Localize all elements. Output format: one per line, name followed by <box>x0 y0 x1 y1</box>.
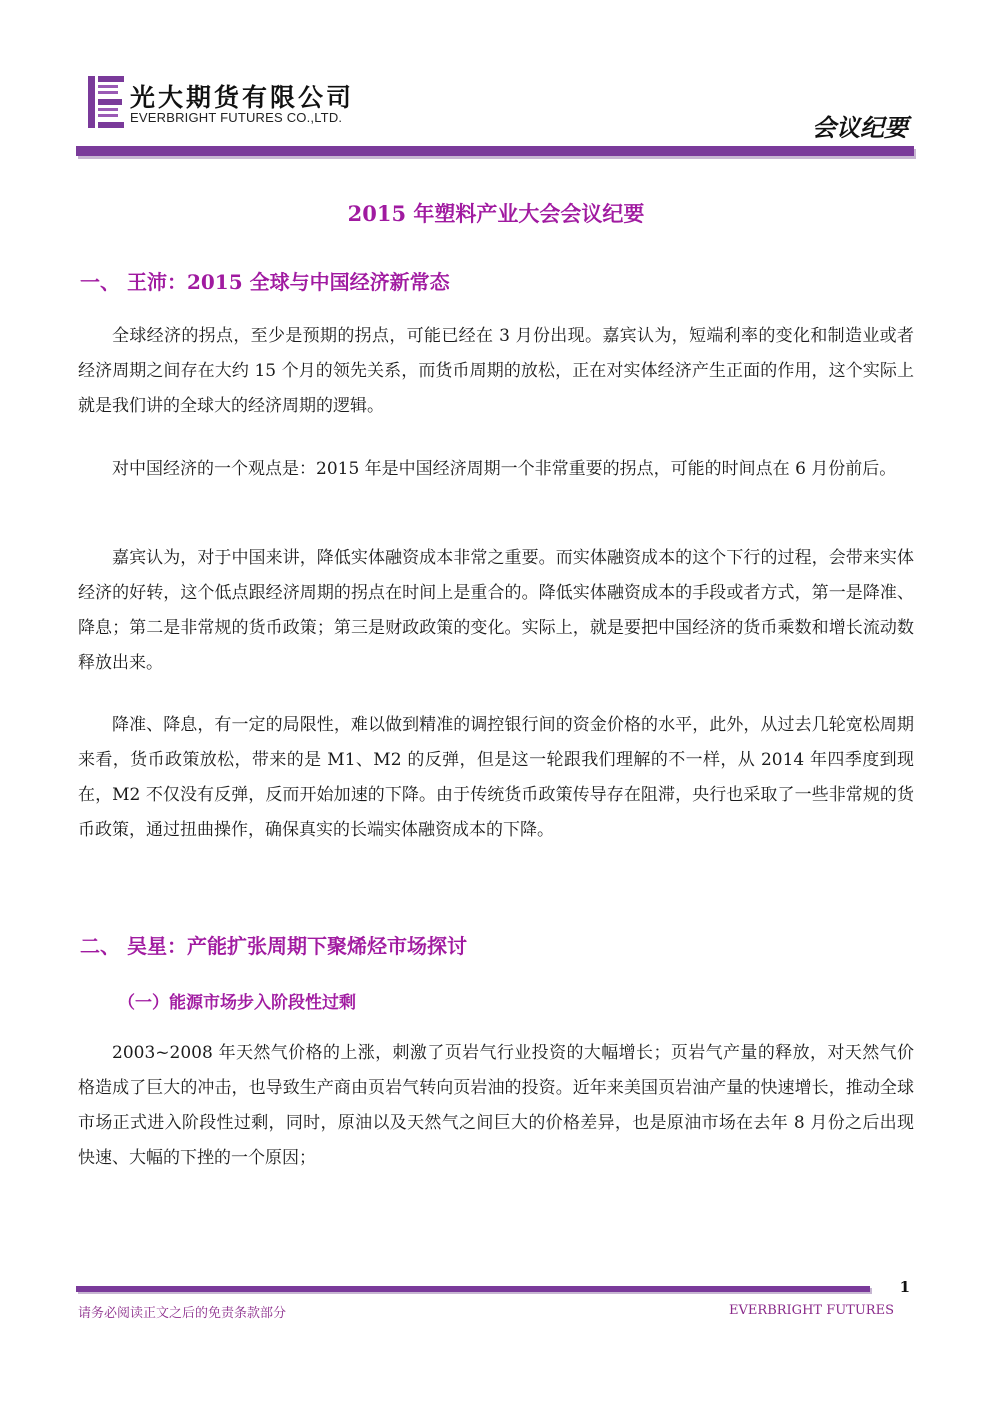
footer-divider <box>76 1286 870 1292</box>
company-logo <box>88 76 388 132</box>
everbright-logo-icon <box>88 76 124 128</box>
header-divider <box>76 146 914 156</box>
document-type-label: 会议纪要 <box>812 113 908 142</box>
footer-brand: EVERBRIGHT FUTURES <box>729 1303 894 1318</box>
section-2-subheading: （一）能源市场步入阶段性过剩 <box>118 993 356 1013</box>
document-title: 2015 年塑料产业大会会议纪要 <box>347 201 645 226</box>
company-name-en: EVERBRIGHT FUTURES CO.,LTD. <box>130 110 343 125</box>
page-number: 1 <box>899 1278 910 1296</box>
disclaimer-notice: 请务必阅读正文之后的免责条款部分 <box>78 1306 287 1321</box>
section-1-paragraph-1: 全球经济的拐点，至少是预期的拐点，可能已经在 3 月份出现。嘉宾认为，短端利率的变化和制造业或者经济周期之间存在大约 15 个月的领先关系，而货币周期的放松，正在对实体经济产生正面的作用，这个实际上就是我们讲的全球大的经济周期的逻辑。 <box>78 326 914 416</box>
section-1-paragraph-4: 降准、降息，有一定的局限性，难以做到精准的调控银行间的资金价格的水平，此外，从过去几轮宽松周期来看，货币政策放松，带来的是 M1、M2 的反弹，但是这一轮跟我们理解的不一样，从 2014 年四季度到现在，M2 不仅没有反弹，反而开始加速的下降。由于传统货币政策传导存在阻滞，央行也采取了一些非常规的货币政策，通过扭曲操作，确保真实的长端实体融资成本的下降。 <box>78 715 914 840</box>
section-1-paragraph-3: 嘉宾认为，对于中国来讲，降低实体融资成本非常之重要。而实体融资成本的这个下行的过程，会带来实体经济的好转，这个低点跟经济周期的拐点在时间上是重合的。降低实体融资成本的手段或者方式，第一是降准、降息；第二是非常规的货币政策；第三是财政政策的变化。实际上，就是要把中国经济的货币乘数和增长流动数释放出来。 <box>78 548 914 673</box>
section-1-paragraph-2: 对中国经济的一个观点是：2015 年是中国经济周期一个非常重要的拐点，可能的时间点在 6 月份前后。 <box>112 459 897 479</box>
section-2-heading: 二、 吴星：产能扩张周期下聚烯烃市场探讨 <box>80 934 467 958</box>
section-2-paragraph-1: 2003~2008 年天然气价格的上涨，刺激了页岩气行业投资的大幅增长；页岩气产量的释放，对天然气价格造成了巨大的冲击，也导致生产商由页岩气转向页岩油的投资。近年来美国页岩油产量的快速增长，推动全球市场正式进入阶段性过剩，同时，原油以及天然气之间巨大的价格差异，也是原油市场在去年 8 月份之后出现快速、大幅的下挫的一个原因； <box>78 1043 914 1168</box>
company-name-cn: 光大期货有限公司 <box>130 83 355 112</box>
section-1-heading: 一、 王沛：2015 全球与中国经济新常态 <box>80 270 450 294</box>
